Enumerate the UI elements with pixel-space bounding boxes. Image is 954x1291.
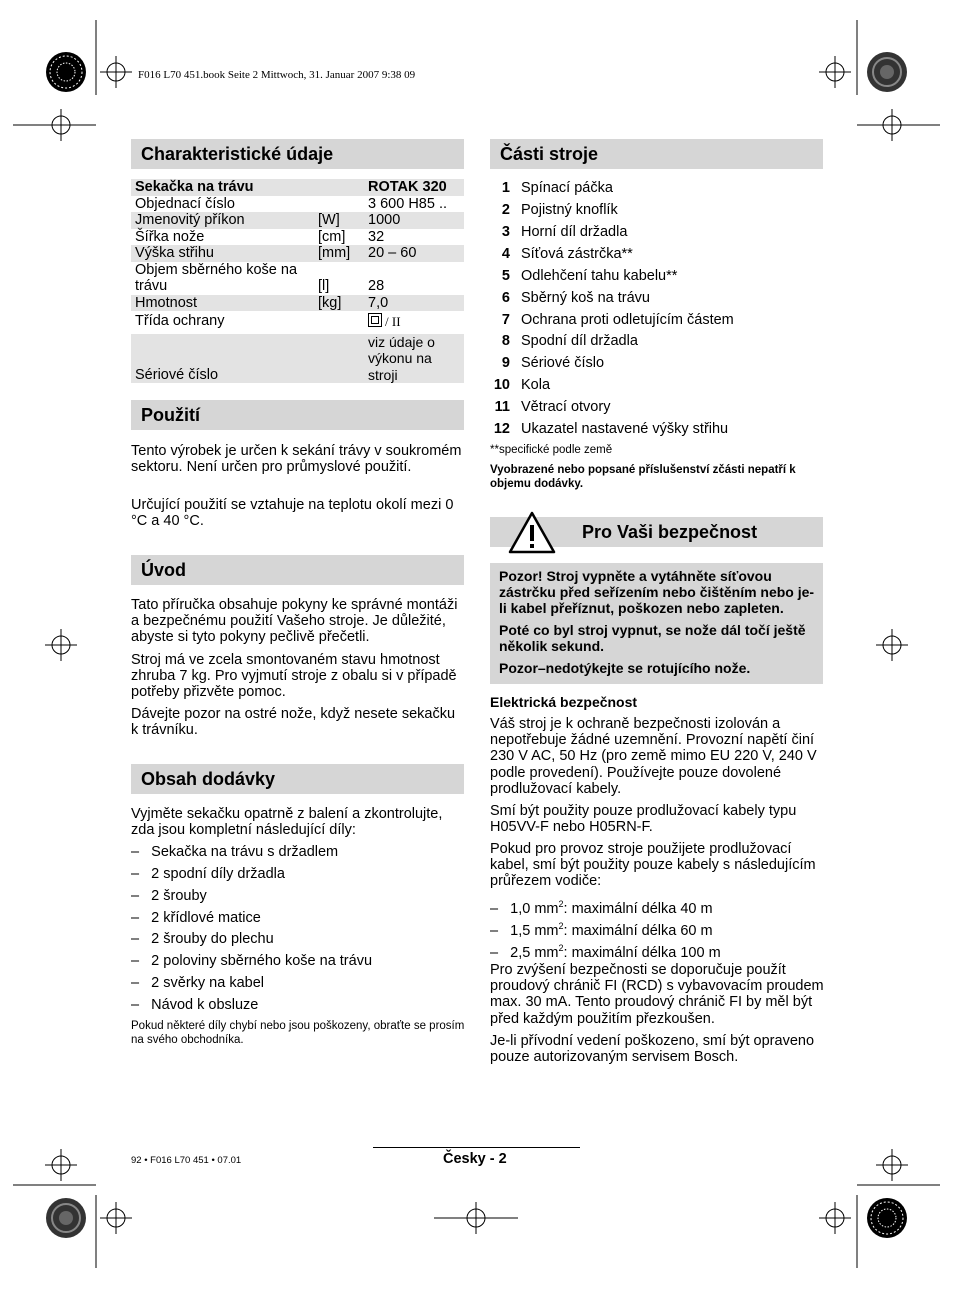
use-title: Použití bbox=[131, 400, 464, 430]
spec-name: Jmenovitý příkon bbox=[131, 212, 314, 229]
list-item: – 2 šrouby do plechu bbox=[131, 931, 274, 947]
specs-title: Charakteristické údaje bbox=[131, 139, 464, 169]
electrical-paragraph-5: Je-li přívodní vedení poškozeno, smí být opraveno pouze autorizovaným servisem Bosch. bbox=[490, 1033, 815, 1066]
spec-value: 1000 bbox=[364, 212, 464, 229]
spec-value bbox=[364, 311, 464, 334]
table-row bbox=[131, 262, 464, 295]
list-item: – 1,0 $mm^2$: maximální délka 40 m bbox=[490, 899, 713, 917]
electrical-paragraph-3: Pokud pro provoz stroje použijete prodlužovací kabel, smí být použity pouze kabely s následujícím průřezem vodiče: bbox=[490, 841, 816, 890]
delivery-title: Obsah dodávky bbox=[131, 764, 464, 794]
specs-header-value: ROTAK 320 bbox=[364, 179, 464, 196]
use-paragraph-2: Určující použití se vztahuje na teplotu okolí mezi 0 °C a 40 °C. bbox=[131, 497, 454, 530]
spec-value: 32 bbox=[368, 228, 385, 245]
parts-note: Vyobrazené nebo popsané příslušenství zčásti nepatří k objemu dodávky. bbox=[490, 464, 796, 490]
spec-unit: [l] bbox=[318, 278, 330, 294]
table-row bbox=[131, 334, 464, 384]
list-item: – 2 svěrky na kabel bbox=[131, 975, 264, 991]
table-row bbox=[131, 295, 464, 312]
part-label: Kola bbox=[521, 377, 551, 393]
part-number: 9 bbox=[501, 355, 510, 371]
spec-value: viz údaje o výkonu na stroji bbox=[364, 334, 464, 384]
spec-unit bbox=[314, 196, 364, 213]
parts-footnote: **specifické podle země bbox=[490, 444, 613, 456]
spec-unit: [cm] bbox=[318, 228, 346, 245]
delivery-paragraph: Vyjměte sekačku opatrně z balení a zkontrolujte, zda jsou kompletní následující díly: bbox=[131, 806, 443, 839]
electrical-paragraph-1: Váš stroj je k ochraně bezpečnosti izolován a nepotřebuje žádné uzemnění. Provozní napětí činí 230 V AC, 50 Hz (pro země mimo EU 220 V, 240 V podle provedení). Používejte pouze dovolené prodlužovací kabely. bbox=[490, 716, 817, 797]
use-paragraph-1: Tento výrobek je určen k sekání trávy v soukromém sektoru. Není určen pro průmyslové použití. bbox=[131, 443, 462, 476]
part-number: 3 bbox=[501, 224, 510, 240]
footer-rule bbox=[373, 1147, 580, 1148]
intro-paragraph-2: Stroj má ve zcela smontovaném stavu hmotnost zhruba 7 kg. Pro vyjmutí stroje z obalu si v případě potřeby přizvěte pomoc. bbox=[131, 652, 457, 701]
part-number: 8 bbox=[501, 333, 510, 349]
part-number: 11 bbox=[494, 399, 510, 415]
warning-1: Pozor! Stroj vypněte a vytáhněte síťovou zástrčku před seřízením nebo čištěním nebo je-li kabel přeříznut, poškozen nebo zapleten. bbox=[499, 568, 815, 617]
spec-name: Hmotnost bbox=[131, 295, 314, 312]
spec-name: Sériové číslo bbox=[131, 334, 314, 384]
part-label: Horní díl držadla bbox=[521, 224, 628, 240]
delivery-note: Pokud některé díly chybí nebo jsou poškozeny, obraťte se prosím na svého obchodníka. bbox=[131, 1020, 465, 1046]
list-item: – 2 poloviny sběrného koše na trávu bbox=[131, 953, 373, 969]
part-number: 4 bbox=[501, 246, 510, 262]
protection-class-icon bbox=[368, 313, 382, 332]
electrical-paragraph-2: Smí být použity pouze prodlužovací kabely typu H05VV-F nebo H05RN-F. bbox=[490, 803, 797, 836]
spec-value: 7,0 bbox=[364, 295, 464, 312]
part-label: Síťová zástrčka** bbox=[521, 246, 633, 262]
specs-header-name: Sekačka na trávu bbox=[131, 179, 314, 196]
list-item: – Návod k obsluze bbox=[131, 997, 259, 1013]
part-label: Ochrana proti odletujícím částem bbox=[521, 312, 734, 328]
table-row bbox=[131, 245, 464, 262]
spec-unit: [kg] bbox=[314, 295, 364, 312]
list-item: – 2 spodní díly držadla bbox=[131, 866, 285, 882]
part-number: 5 bbox=[501, 268, 510, 284]
spec-unit: [mm] bbox=[314, 245, 364, 262]
list-item: – Sekačka na trávu s držadlem bbox=[131, 844, 339, 860]
part-number: 12 bbox=[493, 421, 510, 437]
part-label: Větrací otvory bbox=[521, 399, 611, 415]
table-row bbox=[131, 229, 464, 246]
specs-table bbox=[131, 179, 464, 383]
table-row bbox=[131, 196, 464, 213]
spec-name: Objednací číslo bbox=[135, 195, 235, 212]
part-label: Sběrný koš na trávu bbox=[521, 290, 650, 306]
page-number: Česky - 2 bbox=[443, 1151, 507, 1167]
table-row bbox=[131, 212, 464, 229]
part-label: Ukazatel nastavené výšky střihu bbox=[521, 421, 729, 437]
spec-value: 20 – 60 bbox=[364, 245, 464, 262]
part-label: Sériové číslo bbox=[521, 355, 605, 371]
part-number: 6 bbox=[501, 290, 510, 306]
list-item: – 1,5 $mm^2$: maximální délka 60 m bbox=[490, 921, 713, 939]
parts-title: Části stroje bbox=[490, 139, 823, 169]
spec-unit: [W] bbox=[314, 212, 364, 229]
list-item: – 2,5 $mm^2$: maximální délka 100 m bbox=[490, 943, 721, 961]
part-number: 1 bbox=[501, 180, 510, 196]
intro-title: Úvod bbox=[131, 555, 464, 585]
electrical-safety-title: Elektrická bezpečnost bbox=[490, 694, 638, 710]
spec-name: Objem sběrného koše na trávu bbox=[135, 261, 298, 294]
file-header: F016 L70 451.book Seite 2 Mittwoch, 31. Januar 2007 9:38 09 bbox=[138, 69, 416, 81]
protection-class-value: / II bbox=[385, 314, 401, 330]
spec-name: Výška střihu bbox=[131, 245, 314, 262]
spec-name: Šířka nože bbox=[135, 228, 205, 245]
footer-code: 92 • F016 L70 451 • 07.01 bbox=[131, 1155, 242, 1166]
spec-name: Třída ochrany bbox=[135, 313, 225, 329]
part-number: 2 bbox=[501, 202, 510, 218]
part-number: 7 bbox=[501, 312, 510, 328]
electrical-paragraph-4: Pro zvýšení bezpečnosti se doporučuje použít proudový chránič FI (RCD) s vybavovacím proudem max. 30 mA. Tento proudový chránič FI by měl být před každým použitím přezkoušen. bbox=[490, 962, 824, 1027]
spec-value: 3 600 H85 .. bbox=[368, 195, 447, 212]
warning-triangle-icon bbox=[508, 510, 556, 559]
table-row bbox=[131, 311, 464, 334]
specs-header-row bbox=[131, 179, 464, 196]
list-item: – 2 křídlové matice bbox=[131, 910, 261, 926]
warning-box bbox=[490, 563, 823, 684]
part-label: Pojistný knoflík bbox=[521, 202, 618, 218]
part-number: 10 bbox=[493, 377, 510, 393]
intro-paragraph-1: Tato příručka obsahuje pokyny ke správné montáži a bezpečnému použití Vašeho stroje. Je důležité, abyste si tyto pokyny pečlivě přečetli. bbox=[131, 597, 458, 646]
spec-value: 28 bbox=[368, 278, 385, 294]
intro-paragraph-3: Dávejte pozor na ostré nože, když nesete sekačku k trávníku. bbox=[131, 706, 456, 739]
safety-title: Pro Vaši bezpečnost bbox=[490, 517, 823, 547]
part-label: Spodní díl držadla bbox=[521, 333, 638, 349]
list-item: – 2 šrouby bbox=[131, 888, 207, 904]
warning-3: Pozor–nedotýkejte se rotujícího nože. bbox=[499, 660, 751, 676]
part-label: Spínací páčka bbox=[521, 180, 613, 196]
warning-2: Poté co byl stroj vypnut, se nože dál točí ještě několik sekund. bbox=[499, 622, 806, 655]
part-label: Odlehčení tahu kabelu** bbox=[521, 268, 678, 284]
